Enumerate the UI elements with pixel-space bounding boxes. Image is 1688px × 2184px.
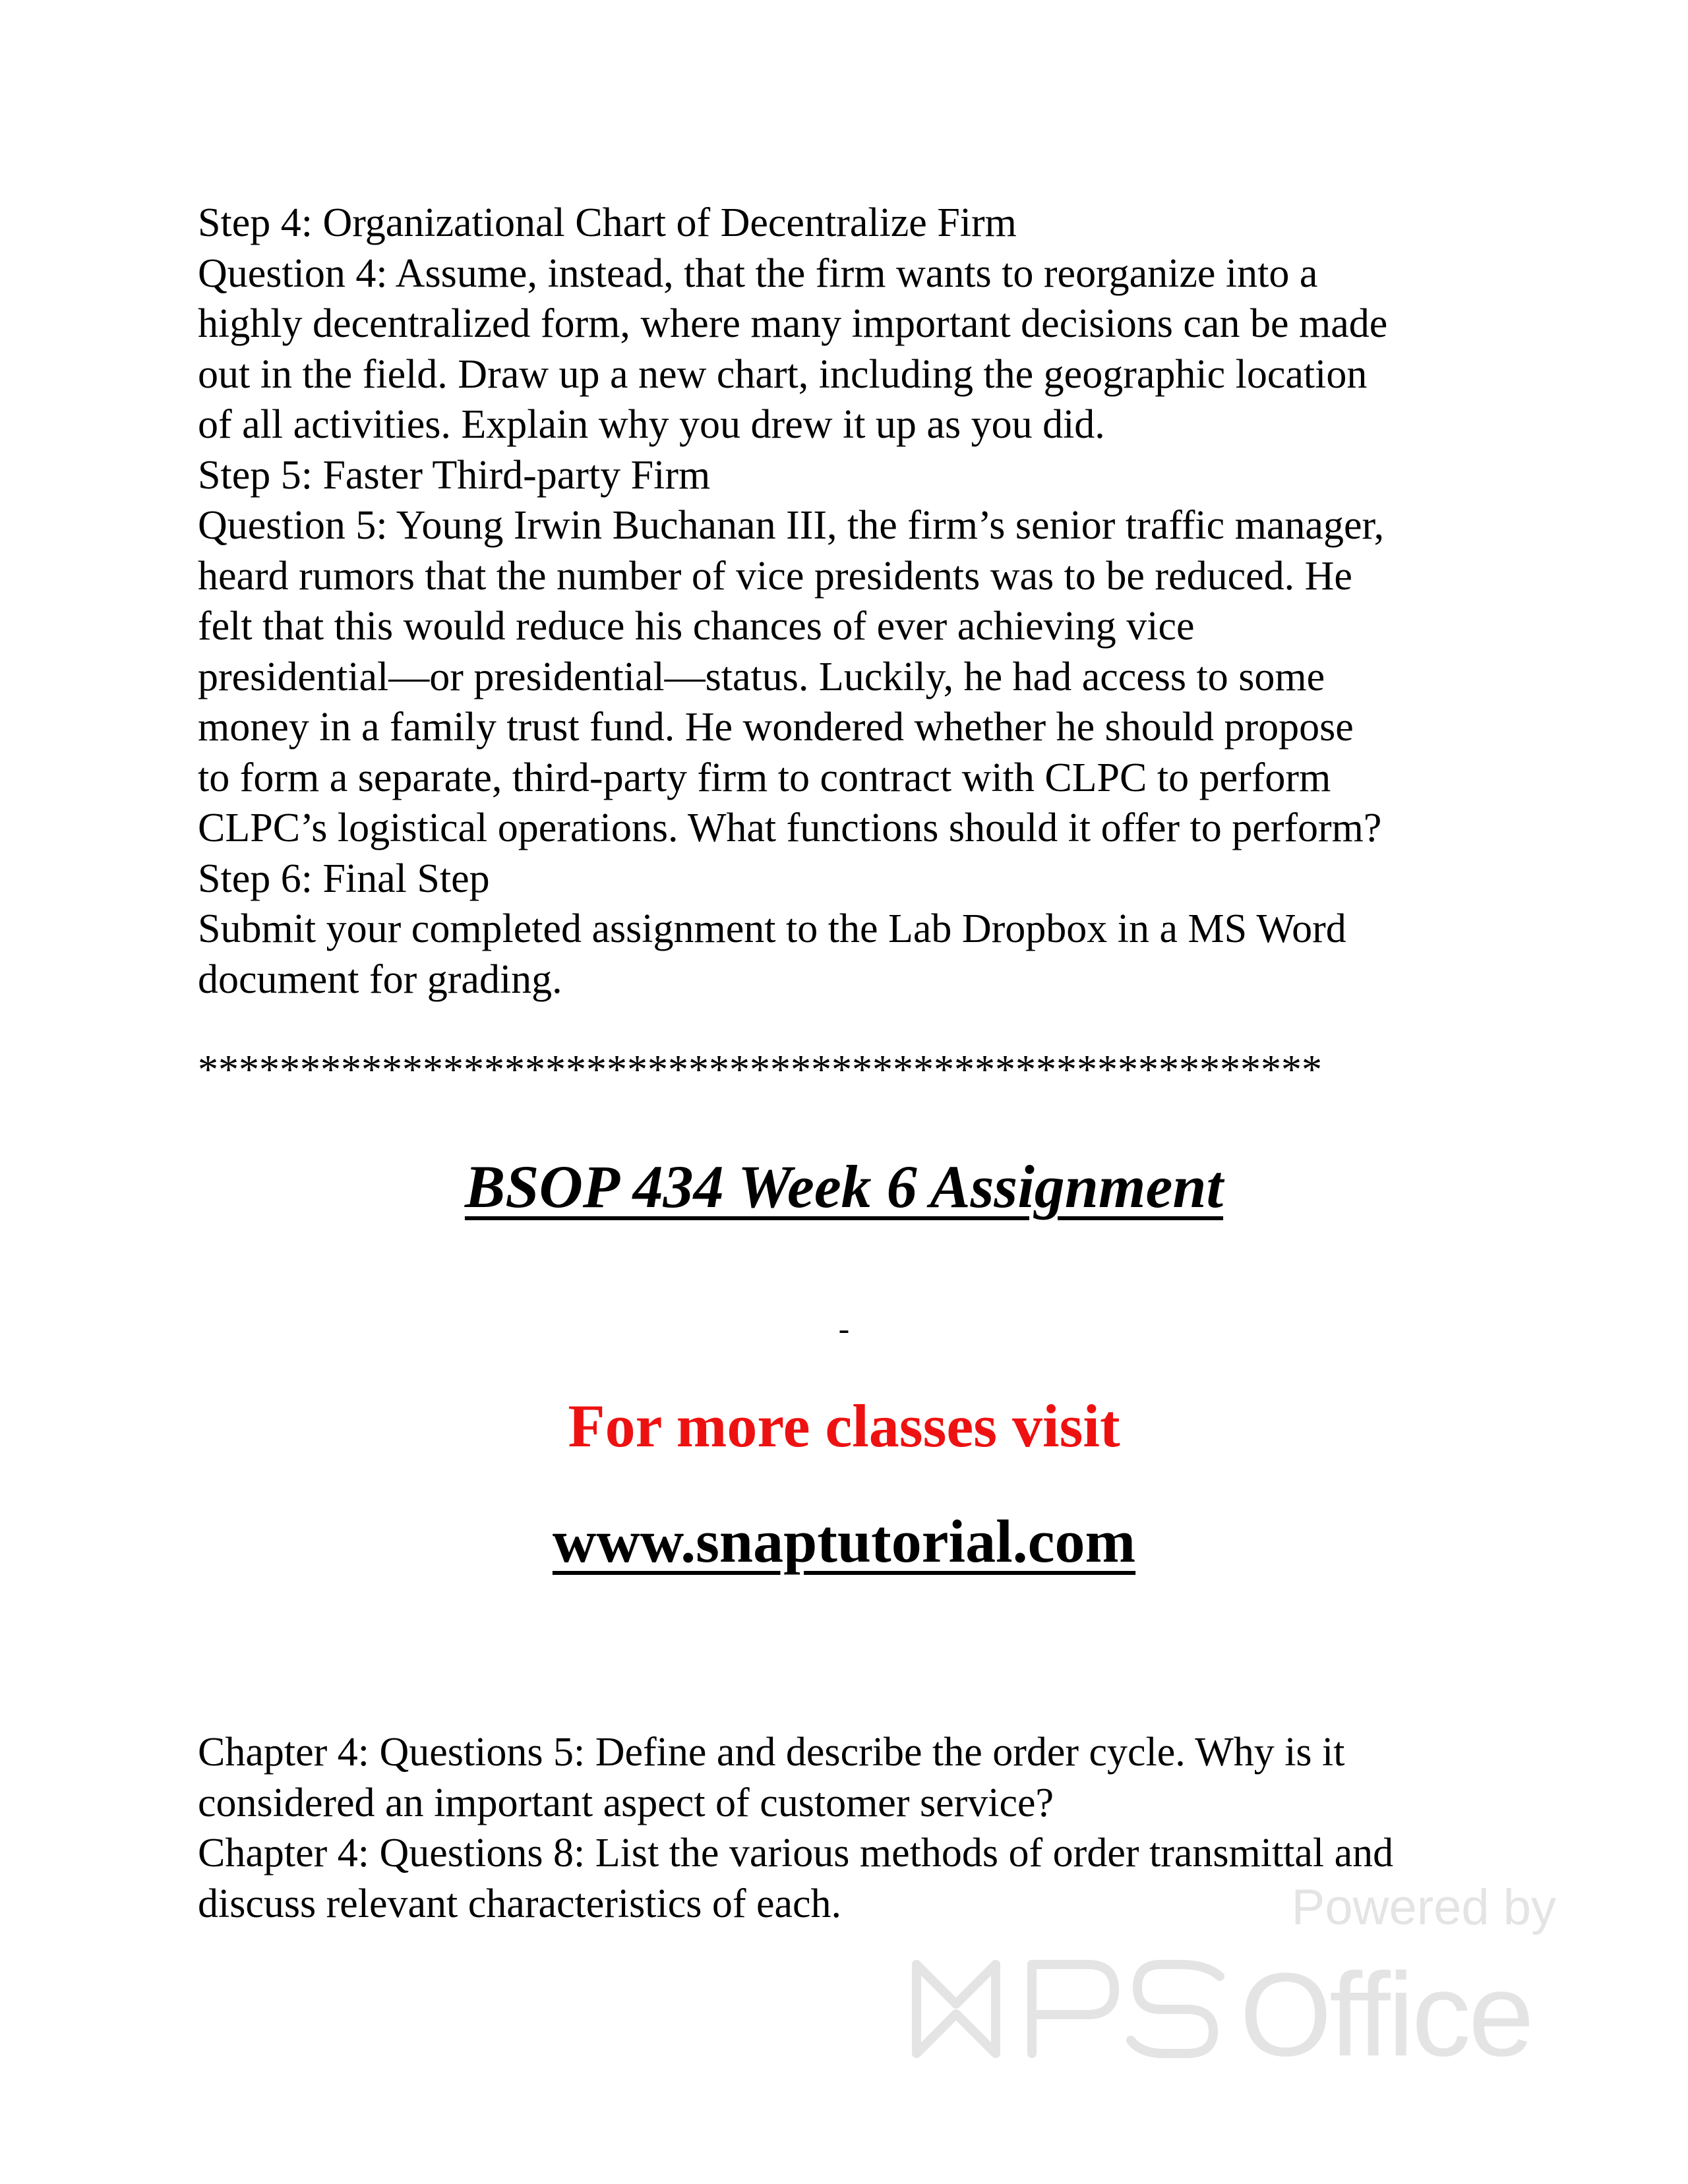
text-line: felt that this would reduce his chances of ever achieving vice — [198, 604, 1195, 649]
text-line: out in the field. Draw up a new chart, including the geographic location — [198, 351, 1368, 397]
text-line: Step 6: Final Step — [198, 856, 490, 901]
text-line: of all activities. Explain why you drew it up as you did. — [198, 402, 1105, 447]
text-line: Step 5: Faster Third-party Firm — [198, 452, 711, 498]
wps-office-watermark — [910, 1879, 1556, 2077]
text-line: presidential—or presidential—status. Luckily, he had access to some — [198, 654, 1325, 699]
text-line: CLPC’s logistical operations. What functions should it offer to perform? — [198, 806, 1382, 850]
text-line: Question 4: Assume, instead, that the firm wants to reorganize into a — [198, 251, 1318, 296]
text-line: Question 5: Young Irwin Buchanan III, the firm’s senior traffic manager, — [198, 503, 1385, 548]
text-line: highly decentralized form, where many important decisions can be made — [198, 301, 1388, 346]
text-line: Step 4: Organizational Chart of Decentralize Firm — [198, 200, 1017, 245]
text-line: Chapter 4: Questions 5: Define and describe the order cycle. Why is it — [198, 1730, 1345, 1775]
wps-office-logo — [910, 1951, 1556, 2063]
text-line: Chapter 4: Questions 8: List the various methods of order transmittal and — [198, 1831, 1394, 1875]
assignment-heading: BSOP 434 Week 6 Assignment — [464, 1153, 1224, 1220]
promo-text: For more classes visit — [568, 1392, 1120, 1460]
text-line: heard rumors that the number of vice presidents was to be reduced. He — [198, 553, 1352, 599]
website-link[interactable]: www.snaptutorial.com — [552, 1508, 1136, 1575]
text-line: Submit your completed assignment to the Lab Dropbox in a MS Word — [198, 906, 1346, 951]
text-line: to form a separate, third-party firm to contract with CLPC to perform — [198, 755, 1331, 800]
asterisk-separator: ******************************************************* — [198, 1048, 1322, 1092]
svg-text:Office: Office — [1240, 1951, 1532, 2063]
text-line: money in a family trust fund. He wondered whether he should propose — [198, 705, 1354, 750]
watermark-powered-by: Powered by — [1291, 1879, 1556, 1935]
text-line: discuss relevant characteristics of each. — [198, 1881, 842, 1926]
assignment-steps-text — [198, 198, 1530, 1005]
text-line: considered an important aspect of customer service? — [198, 1780, 1054, 1825]
text-line: document for grading. — [198, 957, 562, 1002]
dash-mark: - — [838, 1310, 850, 1347]
